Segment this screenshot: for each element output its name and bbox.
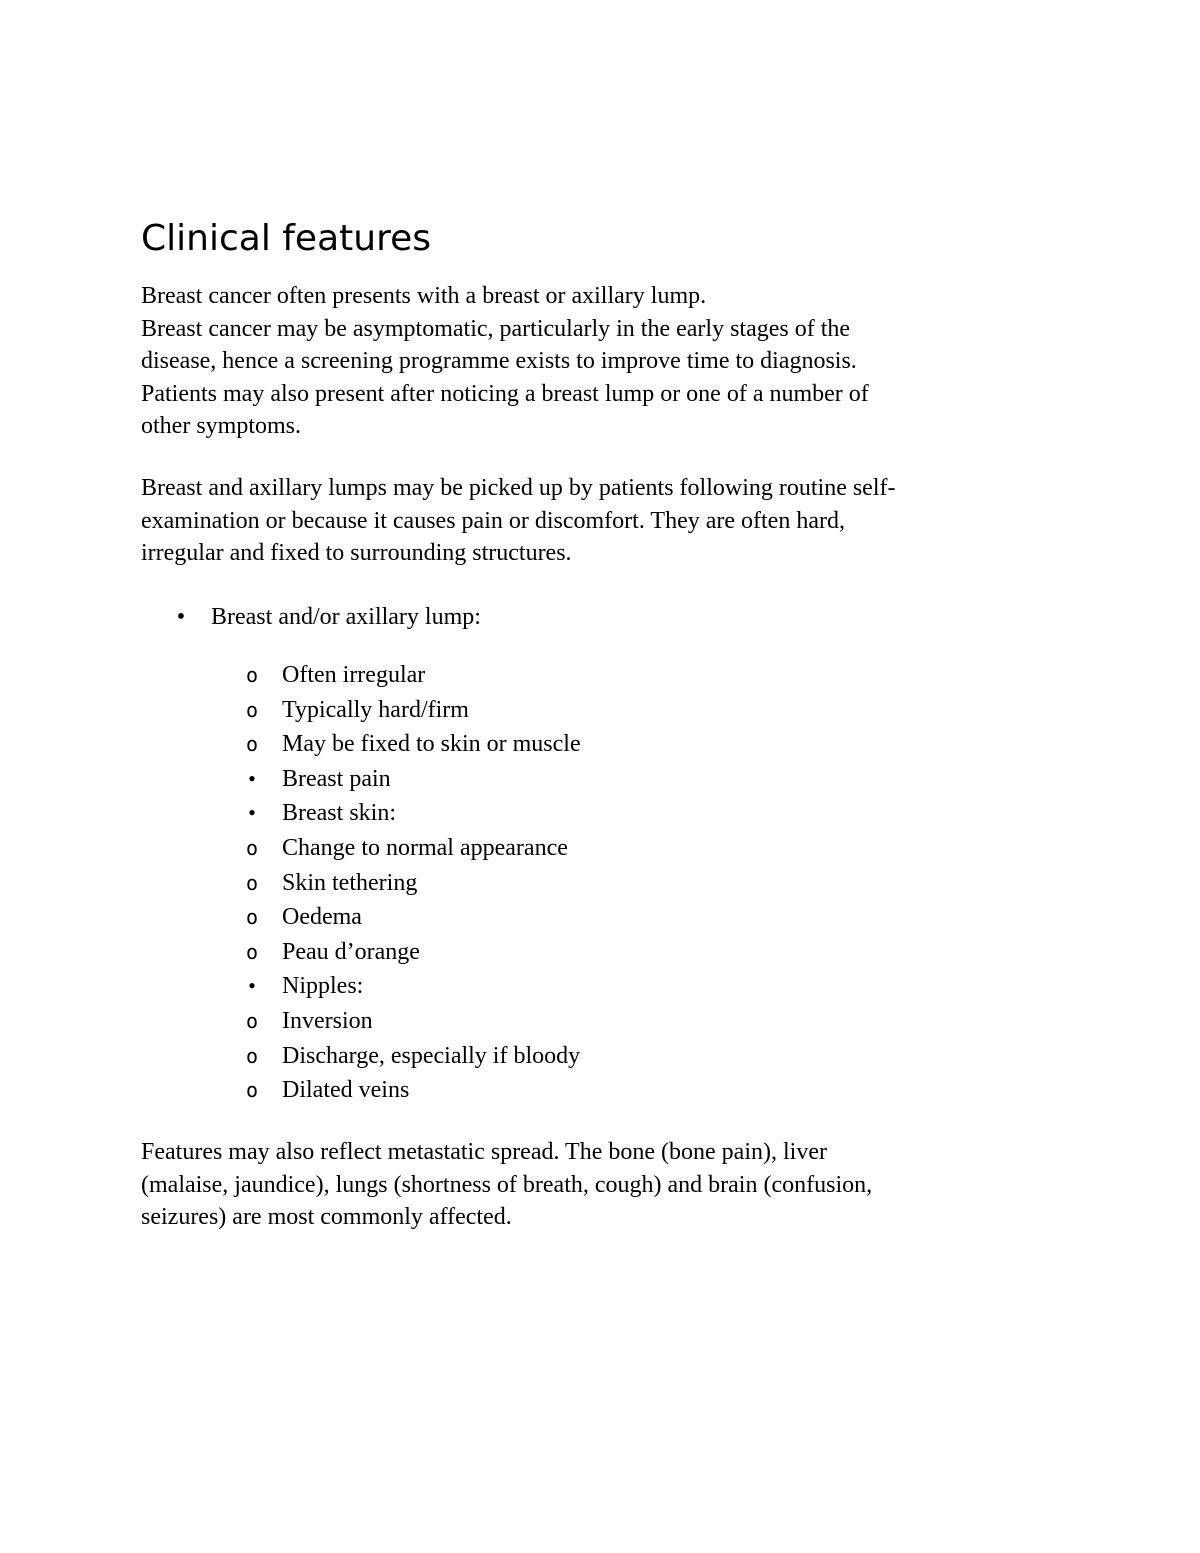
bullet-disc-icon: • (176, 604, 186, 630)
text-line: disease, hence a screening programme exists to improve time to diagnosis. (141, 348, 857, 374)
text-line: irregular and fixed to surrounding structures. (141, 540, 572, 566)
page-title: Clinical features (141, 218, 431, 259)
list-item-text: Change to normal appearance (282, 834, 568, 861)
list-item-text: Typically hard/firm (282, 696, 469, 723)
list-item-text: Breast pain (282, 765, 391, 792)
text-line: examination or because it causes pain or discomfort. They are often hard, (141, 507, 845, 534)
list-item-text: Inversion (282, 1007, 373, 1034)
bullet-circle-icon: o (245, 1008, 259, 1033)
bullet-circle-icon: o (245, 697, 259, 722)
list-item-text: Dilated veins (282, 1077, 410, 1104)
bullet-circle-icon: o (245, 1078, 259, 1103)
metastatic-paragraph (141, 1136, 1061, 1234)
list-item-text: Discharge, especially if bloody (282, 1042, 581, 1069)
bullet-disc-icon: • (248, 765, 256, 791)
list-item-text: Skin tethering (282, 869, 418, 896)
text-line: other symptoms. (141, 413, 301, 439)
list-item-text: Oedema (282, 904, 362, 931)
bullet-circle-icon: o (245, 835, 259, 860)
lumps-paragraph (141, 472, 1061, 570)
list-item-text: Peau d’orange (282, 938, 420, 965)
list-item-text: Nipples: (282, 973, 364, 1000)
text-line: Patients may also present after noticing a breast lump or one of a number of (141, 380, 869, 407)
list-item-text: May be fixed to skin or muscle (282, 731, 581, 758)
bullet-circle-icon: o (245, 939, 259, 964)
list-item-text: Breast and/or axillary lump: (211, 604, 481, 630)
bullet-disc-icon: • (248, 800, 256, 826)
bullet-circle-icon: o (245, 1043, 259, 1068)
text-line: Breast cancer may be asymptomatic, particularly in the early stages of the (141, 315, 851, 342)
bullet-circle-icon: o (245, 870, 259, 895)
text-line: Breast cancer often presents with a breast or axillary lump. (141, 283, 707, 309)
bullet-circle-icon: o (245, 732, 259, 757)
text-line: (malaise, jaundice), lungs (shortness of breath, cough) and brain (confusion, (141, 1171, 873, 1198)
bullet-disc-icon: • (248, 973, 256, 999)
text-line: seizures) are most commonly affected. (141, 1204, 512, 1230)
bullet-circle-icon: o (245, 905, 259, 930)
bullet-circle-icon: o (245, 663, 259, 687)
list-item-text: Often irregular (282, 662, 426, 688)
list-item-text: Breast skin: (282, 800, 396, 827)
text-line: Features may also reflect metastatic spread. The bone (bone pain), liver (141, 1139, 827, 1165)
intro-paragraph (141, 280, 1061, 443)
text-line: Breast and axillary lumps may be picked up by patients following routine self- (141, 475, 896, 501)
